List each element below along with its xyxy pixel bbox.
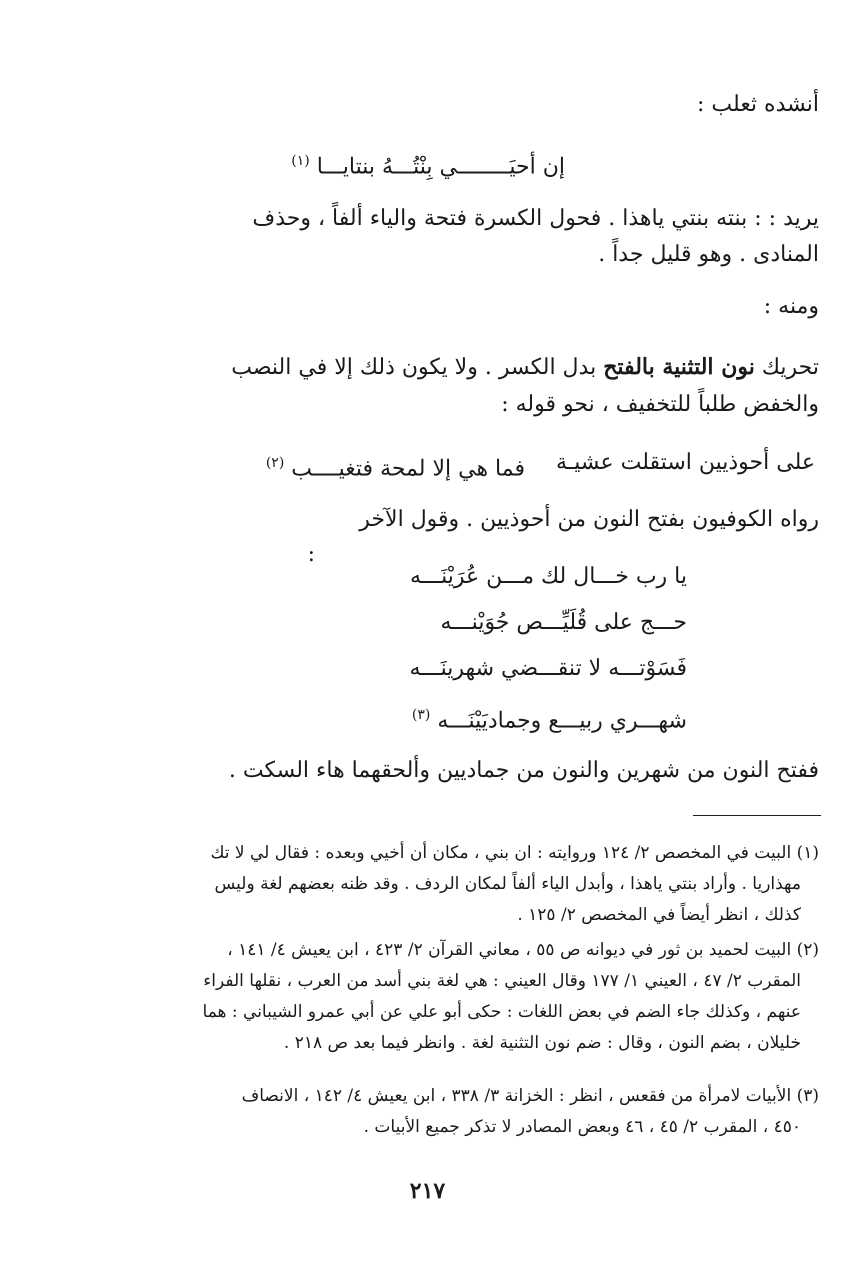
verse-2-second-hemistich [266,448,525,484]
footnote-2 [29,935,819,1059]
verse-1 [291,146,565,182]
verse-2-first-hemistich: على أحوذيين استقلت عشيـة [556,450,815,475]
verse-2-second-text: فما هي إلا لمحة فتغيــــب [291,456,525,482]
footnote-1 [29,838,819,931]
footnote-1-line-3: كذلك ، انظر أيضاً في المخصص ٢/ ١٢٥ . [517,905,801,925]
footnote-ref-2: (٢) [265,455,285,471]
paragraph-3-colon: : [307,542,315,567]
paragraph-2-start: تحريك [761,355,819,380]
paragraph-3-line-1: رواه الكوفيون بفتح النون من أحوذيين . وقول الآخر [359,507,819,532]
footnote-3-line-1: (٣) الأبيات لامرأة من فقعس ، انظر : الخزانة ٣/ ٣٣٨ ، ابن يعيش ٤/ ١٤٢ ، الانصاف [241,1086,819,1106]
paragraph-2-line-1 [37,352,819,383]
footnote-1-line-1: (١) البيت في المخصص ٢/ ١٢٤ وروايته : ان بني ، مكان أن أخيي وبعده : فقال لي لا تك [210,843,819,863]
paragraph-2-end: بدل الكسر . ولا يكون ذلك إلا في النصب [231,355,597,380]
footnote-separator [693,815,821,816]
rajaz-line-4 [412,700,687,736]
footnote-3 [29,1081,819,1143]
rajaz-line-2: حـــج على قُلَيِّـــص جُوَيْنـــه [440,610,687,635]
verse-1-text: إن أحيَــــــــي بِنْتُـــهُ بنتايـــا [316,154,565,180]
footnote-1-line-2: مهذاريا . وأراد بنتي ياهذا ، وأبدل الياء ألفاً لمكان الردف . وقد ظنه بعضهم لغة وليس [214,874,801,894]
paragraph-1-line-2: المنادى . وهو قليل جداً . [598,242,819,267]
footnote-ref-3: (٣) [411,707,431,723]
and-from-it-line: ومنه : [763,294,819,319]
paragraph-2-line-2: والخفض طلباً للتخفيف ، نحو قوله : [501,392,819,417]
footnote-2-line-3: عنهم ، وكذلك جاء الضم في بعض اللغات : حكى أبو علي عن أبي عمرو الشيباني : هما [202,1002,801,1022]
page-number: ٢١٧ [409,1178,446,1204]
footnote-2-line-4: خليلان ، بضم النون ، وقال : ضم نون التثنية لغة . وانظر فيما بعد ص ٢١٨ . [283,1033,801,1053]
footnote-3-line-2: ٤٥٠ ، المقرب ٢/ ٤٥ ، ٤٦ وبعض المصادر لا تذكر جميع الأبيات . [363,1117,801,1137]
footnote-2-line-2: المقرب ٢/ ٤٧ ، العيني ١/ ١٧٧ وقال العيني : هي لغة بني أسد من العرب ، نقلها الفراء [203,971,801,991]
rajaz-line-4-text: شهـــري ربيـــع وجماديَيْنَـــه [437,708,687,734]
paragraph-1-line-1: يريد : : بنته بنتي ياهذا . فحول الكسرة فتحة والياء ألفاً ، وحذف [252,206,819,231]
footnote-2-line-1: (٢) البيت لحميد بن ثور في ديوانه ص ٥٥ ، معاني القرآن ٢/ ٤٢٣ ، ابن يعيش ٤/ ١٤١ ، [227,940,819,960]
intro-line: أنشده ثعلب : [697,92,819,117]
paragraph-2-bold-term: نون التثنية بالفتح [603,354,755,380]
paragraph-4: ففتح النون من شهرين والنون من جماديين وألحقهما هاء السكت . [228,758,819,783]
rajaz-line-3: فَسَوْتـــه لا تنقـــضي شهرينَـــه [409,656,687,681]
footnote-ref-1: (١) [291,153,310,169]
rajaz-line-1: يا رب خـــال لك مـــن عُرَيْنَـــه [409,564,687,589]
